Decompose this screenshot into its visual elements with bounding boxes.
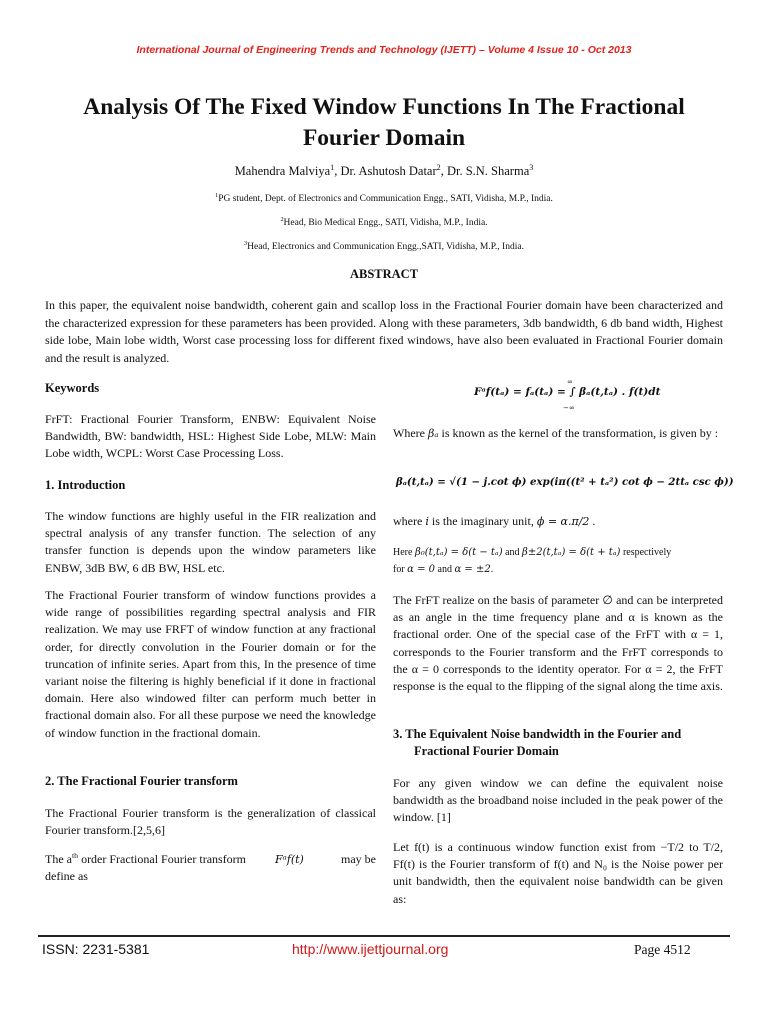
imag-i: i [425, 515, 429, 528]
affiliation-2-text: Head, Bio Medical Engg., SATI, Vidisha, M.P., India. [283, 218, 488, 228]
imaginary-unit-line [393, 513, 723, 530]
footer-url-link[interactable]: http://www.ijettjournal.org [292, 941, 449, 957]
introduction-paragraph-1: The window functions are highly useful in the FIR realization and spectral analysis of any transfer function. The selection of any transfer function is depends upon the window parameters like ENBW, 3dB BW, 6 dB BW, HSL etc. [45, 509, 376, 575]
frft-p2-text-a: The a [45, 852, 72, 866]
frft-paragraph-1: The Fractional Fourier transform is the generalization of classical Fourier transform.[2,5,6] [45, 806, 376, 838]
title-line-1: Analysis Of The Fixed Window Functions In The Fractional [83, 94, 685, 120]
equation-kernel: βₐ(t,tₐ) = √(1 − j.cot ϕ) exp(iπ((t² + tₐ²) cot ϕ − 2ttₐ csc ϕ)) [396, 476, 734, 488]
frft-p2-text-b: order Fractional Fourier transform [78, 852, 247, 866]
here-text-c: respectively [620, 547, 672, 558]
imag-phi: ϕ = α.π/2 [536, 515, 590, 528]
here-math-1: β₀(t,tₐ) = δ(t − tₐ) [414, 547, 503, 558]
special-cases-paragraph [393, 544, 723, 578]
for-text-c: . [490, 564, 494, 575]
frft-paragraph-2 [45, 851, 376, 885]
here-math-2: β±2(t,tₐ) = δ(t + tₐ) [522, 547, 621, 558]
title-line-2: Fourier Domain [302, 125, 466, 151]
affiliation-2 [0, 218, 768, 228]
imag-text-c: . [589, 514, 596, 528]
affiliation-3 [0, 242, 768, 252]
kernel-text-b: is known as the kernel of the transformation, is given by : [438, 426, 719, 440]
introduction-heading: 1. Introduction [45, 478, 126, 492]
author-3: , Dr. S.N. Sharma [440, 164, 530, 178]
kernel-text-a: Where [393, 426, 428, 440]
affiliation-3-sup: 3 [244, 240, 248, 247]
equation-frft-body: Fᵃf(tₐ) = fₐ(tₐ) = ∫ βₐ(t,tₐ) . f(t)dt [474, 386, 661, 398]
frft-realize-paragraph: The FrFT realize on the basis of parameter ∅ and can be interpreted as an angle in the time frequency plane and α is known as the fractional order. One of the special case of the FrFT with α = 1, corresponds to the Fourier transform and the FrFT corresponds to the α = 0 corresponds to the identity operator. For α = 2, the FrFT response is the equal to the flipping of the signal along the time axis. [393, 593, 723, 694]
author-1-sup: 1 [330, 162, 335, 172]
imag-text-b: is the imaginary unit, [428, 514, 537, 528]
imag-text-a: where [393, 514, 426, 528]
for-text-a: for [393, 564, 408, 575]
frft-heading: 2. The Fractional Fourier transform [45, 774, 238, 788]
for-math-2: α = ±2 [454, 564, 491, 575]
affiliation-1 [0, 194, 768, 204]
abstract-text: In this paper, the equivalent noise bandwidth, coherent gain and scallop loss in the Fractional Fourier domain have been characterized and the characterized expression for these parameters has been provided. Along with these parameters, 3db bandwidth, 6 db band width, Highest side lobe, Main lobe width, Worst case processing loss for different fixed windows, have also been evaluated in Fractional Fourier domain and the result is analyzed. [45, 298, 723, 365]
paper-title [40, 92, 728, 154]
affiliation-3-text: Head, Electronics and Communication Engg.,SATI, Vidisha, M.P., India. [247, 242, 524, 252]
author-3-sup: 3 [529, 162, 534, 172]
affiliation-1-text: PG student, Dept. of Electronics and Communication Engg., SATI, Vidisha, M.P., India. [218, 194, 553, 204]
journal-header: International Journal of Engineering Trends and Technology (IJETT) – Volume 4 Issue 10 - Oct 2013 [136, 44, 632, 56]
footer-page-number: Page 4512 [634, 942, 691, 957]
abstract-heading: ABSTRACT [349, 267, 419, 281]
introduction-paragraph-2: The Fractional Fourier transform of window functions provides a wide range of possibilities regarding spectral analysis and FIR realization. We may use FRFT of window function at any fractional order, for directly convolution in the Fourier domain or for the truncation of infinite series. Apart from this, In the presence of time variant noise the filtering is highly beneficial if it done in fractional domain. Here also windowed filter can perform much better in fractional domain also. For all these purpose we need the knowledge of window function in the fractional domain. [45, 588, 376, 740]
equation-frft-definition [474, 386, 660, 398]
kernel-symbol: βₐ [427, 427, 439, 440]
integral-lower-limit: −∞ [563, 404, 575, 412]
author-2: , Dr. Ashutosh Datar [334, 164, 437, 178]
affiliation-1-sup: 1 [215, 192, 219, 199]
affiliation-2-sup: 2 [280, 216, 284, 223]
author-1: Mahendra Malviya [234, 164, 331, 178]
enb-paragraph-1: For any given window we can define the equivalent noise bandwidth as the broadband noise included in the peak power of the window. [1] [393, 776, 723, 825]
keywords-heading: Keywords [45, 381, 100, 395]
author-list [0, 164, 768, 179]
frft-p2-sup: th [71, 851, 79, 860]
integral-upper-limit: ∞ [567, 378, 573, 386]
keywords-text: FrFT: Fractional Fourier Transform, ENBW: Equivalent Noise Bandwidth, BW: bandwidth, HSL: Highest Side Lobe, MLW: Main Lobe width, WCPL: Worst Case Processing Loss. [45, 412, 376, 461]
here-text-b: and [502, 547, 523, 558]
for-text-b: and [435, 564, 455, 575]
enb-heading [393, 726, 723, 760]
enb-heading-line-1: 3. The Equivalent Noise bandwidth in the Fourier and [393, 727, 682, 741]
footer-issn: ISSN: 2231-5381 [42, 941, 150, 957]
enb-heading-line-2: Fractional Fourier Domain [414, 744, 559, 759]
footer-rule [38, 935, 730, 937]
kernel-paragraph [393, 425, 723, 442]
enb-paragraph-2: Let f(t) is a continuous window function exist from −T/2 to T/2, Ff(t) is the Fourier transform of f(t) and N₀ is the Noise power per unit bandwidth, then the equivalent noise bandwidth can be given as: [393, 840, 723, 906]
here-text-a: Here [393, 547, 415, 558]
for-math-1: α = 0 [407, 564, 436, 575]
frft-p2-text-c: may be [341, 852, 376, 866]
author-2-sup: 2 [436, 162, 441, 172]
frft-p2-math: Fᵃf(t) [275, 853, 304, 866]
frft-p2-text-d: define as [45, 869, 88, 884]
